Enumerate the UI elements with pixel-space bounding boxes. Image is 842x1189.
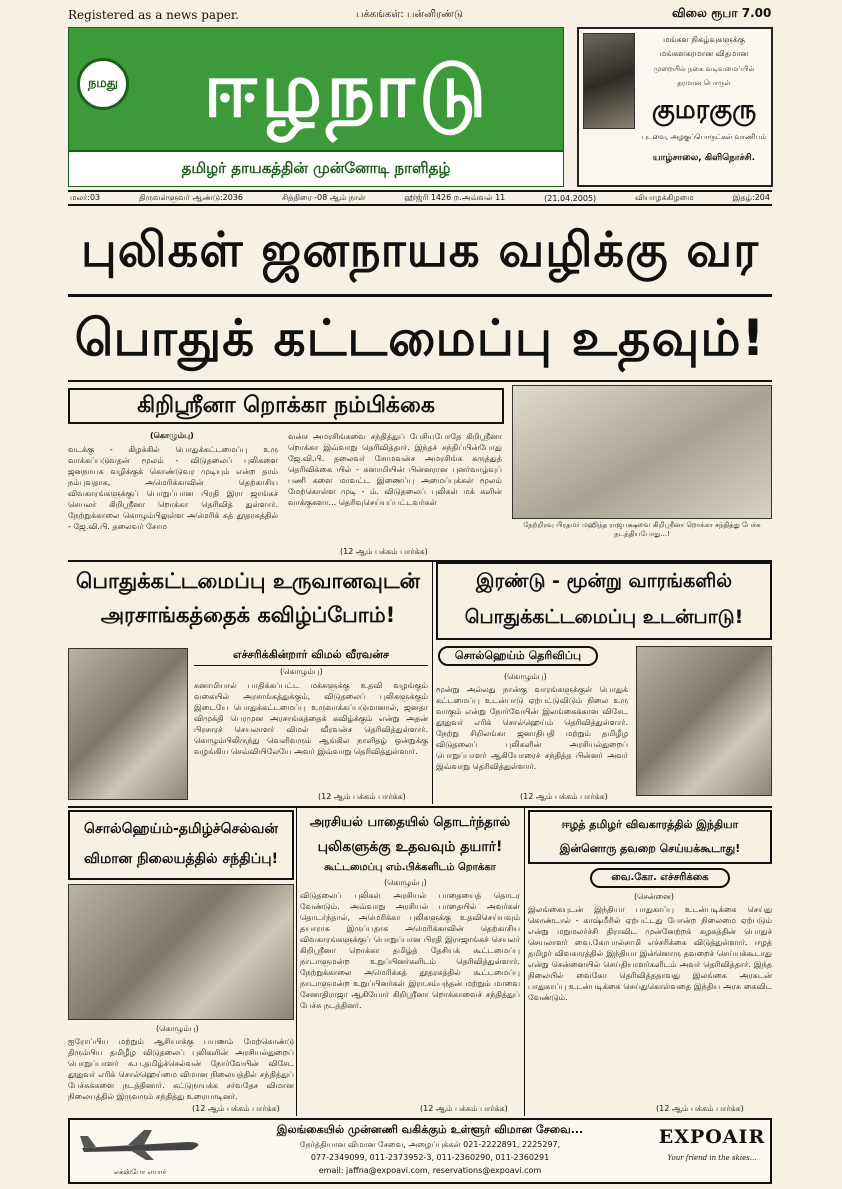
dateline-hijri: ஹிஜ்ரி 1426 ற.அவ்வல் 11 <box>404 193 506 202</box>
story3-continued: (12 ஆம் பக்கம் பார்க்க) <box>520 792 608 801</box>
story5-continued: (12 ஆம் பக்கம் பார்க்க) <box>420 1104 508 1113</box>
col-rule-2 <box>524 808 525 1116</box>
lead-col2: வன்ச அமரசிங்கவை சந்தித்துப் பேசியபோதே கிறிஸ்ரீனா றொக்கா இவ்வாறு தெரிவித்தார். இந்தச் சந்திப்பின்போது ஜே.வி.பி. தலைவர் சோமவன்ச அமரசிங்க கருத்துத் தெரிவிக்கை யில் - சுனாமியின் பின்னரான புனர்வாழ்வுப் பணி களை மாவட்ட இணைப்பு அமைப்புக்கள் மூலம் மேற்கொள்ள முடி - ம். விடுதலைப் புலிகள் மக் களின் வாக்குகளா... தெரிவுசெய்யப்பட்டவர்கள் <box>288 432 502 507</box>
ad-title: இலங்கையில் முன்னணி வகிக்கும் உள்ளூர் விமான சேவை... <box>276 1123 584 1136</box>
story3-headline-2: பொதுக்கட்டமைப்பு உடன்பாடு! <box>464 606 744 628</box>
dateline-date: (21.04.2005) <box>544 193 597 203</box>
lead-continued: (12 ஆம் பக்கம் பார்க்க) <box>340 547 428 556</box>
kumaraguru-ad <box>577 27 773 187</box>
dateline-day: வியாழக்கிழமை <box>635 193 694 202</box>
ad-sub: புடவை, அழகுப்பொருட்கள் வாணிபம் <box>641 133 767 141</box>
story2-body: சுனாமியால் பாதிக்கப்பட்ட மக்களுக்கு உதவி வழங்கும் வகையில் அரசாங்கத்துக்கும், விடுதலைப் புலிகளுக்கும் இடையே பொதுக்கட்டமைப்பு உருவாக்கப்படுமானால், ஜனதா விமுக்தி பெரமுன அரசாங்கத்தைக் கவிழ்க்கும் என்று அதன் பிரசாரச் செயலாளர் விமல் வீரவன்ச தெரிவித்துள்ளார். கொழும்பிலிருந்து வெளிவரும் ஆங்கில நாளிதழ் ஒன்றுக்கு வழங்கிய செவ்வியிலேயே அவர் இவ்வாறு தெரிவித்துள்ளார். <box>194 681 428 756</box>
story2-photo <box>68 648 188 800</box>
story2-subhead: எச்சரிக்கின்றார் விமல் வீரவன்ச <box>194 648 428 666</box>
ad-contact-1: நேர்த்தியான விமான சேவை, அழைப்புக்கள் 021-2222891, 2225297, <box>299 1140 561 1149</box>
lead-headline-2: பொதுக் கட்டமைப்பு உதவும்! <box>74 309 766 367</box>
ad-line2: மங்களகரமான விதமான <box>659 49 749 58</box>
dateline-bar <box>68 190 772 206</box>
ad-line1: மங்கள நிகழ்வுகளுக்கு <box>663 35 745 44</box>
lead-col1: வடக்கு - கிழக்கில் பொதுக்கட்டமைப்பு உரு வாக்கப்படுவதன் மூலம் - விடுதலைப் புலிகளை ஜனநாயக வழிக்குக் கொண்டுவர முடியும் என்ற தாம் நம்புவதாக, அமெரிக்காவின் தெற்காசிய விவகாரங்களுக்குப் பொறுப்பான பிரதி இரா ஜாங்கச் செயலர் கிறிஸ்ரீனா றொக்கா தெரிவித் துள்ளார். நேற்றுக்காலை கொழும்பிலுள்ள அமெரிக் கத் தூதரகத்தில் - ஜே.வி.பி. தலைவர் சோம <box>68 445 278 531</box>
lead-headline-1: புலிகள் ஜனநாயக வழிக்கு வர <box>80 222 760 278</box>
story6-headline-1: ஈழத் தமிழர் விவகாரத்தில் இந்தியா <box>561 818 739 831</box>
story6-subhead: வை.கோ. எச்சரிக்கை <box>590 868 730 888</box>
masthead-tagline-bar <box>69 150 563 186</box>
lead-rule <box>68 294 772 297</box>
lead-rule-2 <box>68 380 772 382</box>
masthead <box>68 27 564 187</box>
dateline-month: சித்திரை -08 ஆம் நாள் <box>281 193 366 202</box>
page-count: பக்கங்கள்: பன்னிரண்டு <box>356 9 463 20</box>
expoair-ad <box>68 1118 772 1184</box>
ad-place: யாழ்சாலை, கிளிநொச்சி. <box>652 153 756 163</box>
mid-rule-2 <box>68 806 772 808</box>
story3-body: மூன்று அல்லது நான்கு வாரங்களுக்குள் பொதுக் கட்டமைப்பு உடன்பாடு ஏற்பட்டுவிடும் நிலை உரு வாகும் என்று நோர்வேயின் இலங்கைக்கான விசேட தூதுவர் எரிக் சொல்ஹெய்ம் தெரிவித்துள்ளார். நேற்று சிறிலங்கா ஜனாதிபதி மற்றும் தமிழீழ விடுதலைப் புலிகளின் அரசியல்துறைப் பொறுப்பாளர் ஆகியோரைச் சந்தித்த பின்னர் அவர் இவ்வாறு தெரிவித்துள்ளார். <box>436 685 628 771</box>
story3-subhead: சொல்ஹெய்ம் தெரிவிப்பு <box>438 646 598 666</box>
story6-continued: (12 ஆம் பக்கம் பார்க்க) <box>656 1104 744 1113</box>
masthead-title: ஈழநாடு <box>203 45 491 134</box>
plane-icon <box>78 1128 202 1162</box>
lead-dateline: (கொழும்பு) <box>150 431 194 440</box>
dateline-issue: இதழ்:204 <box>732 193 770 202</box>
story2-dateline: (கொழும்பு) <box>280 667 323 676</box>
expoair-slogan: Your friend in the skies... <box>667 1154 757 1162</box>
story2-headline-2: அரசாங்கத்தைக் கவிழ்ப்போம்! <box>100 603 396 627</box>
story5-headline-2: புலிகளுக்கு உதவவும் தயார்! <box>317 839 503 855</box>
story4-body: ஐரோப்பிய மற்றும் ஆசியாக்கு பயணம் மேற்கொண்டு திரும்பிய தமிழீழ விடுதலைப் புலிகளின் அரசியல்துறைப் பொறுப்பாளர் சு.ப.தமிழ்ச்செல்வன் நோர்வேயின் விசேட தூதுவர் எரிக் சொல்ஹெய்மை விமான நிலையத்தில் சந்தித்துப் பேச்சுக்களை நடத்தினார். கட்டுநாயக்க சர்வதேச விமான நிலையத்தில் இருவரும் சந்தித்து உரையாடினர். <box>68 1037 294 1101</box>
price: விலை ரூபா 7.00 <box>672 6 772 20</box>
story4-headline-1: சொல்ஹெய்ம்-தமிழ்ச்செல்வன் <box>84 821 278 837</box>
registered-note: Registered as a news paper. <box>68 8 240 22</box>
lead-photo <box>512 385 772 519</box>
dateline-malar: மலர்:03 <box>70 193 101 202</box>
ad-contact-2: 077-2349099, 011-2373952-3, 011-2360290, 011-2360291 <box>310 1153 550 1162</box>
ad-line3: முறையில் நகை வடிவமைப்பில் <box>653 65 755 73</box>
story5-dateline: (கொழும்பு) <box>384 878 427 887</box>
col-rule-1 <box>296 808 297 1116</box>
namathu-badge <box>77 58 129 110</box>
story4-dateline: (கொழும்பு) <box>156 1024 199 1033</box>
ad-contact-3: email: jaffna@expoavi.com, reservations@expoavi.com <box>318 1166 542 1175</box>
plane-graphic <box>78 1128 202 1176</box>
expoair-brand: EXPOAIR <box>658 1126 766 1148</box>
story5-body: விடுதலைப் புலிகள் அரசியல் பாதையைத் தொடர வேண்டும். அவ்வாறு அரசியல் பாதையில் அவர்கள் தொடர்ந்தால், அமெரிக்கா புலிகளுக்கு உதவிசெய்யவும் தயாராக இருப்பதாக அமெரிக்காவின் தெற்காசிய விவகாரங்களுக்குப் பொறுப்பான பிரதி இராஜாங்கச் செயலர் கிறிஸ்ரீனா றொக்கா தமிழ்த் தேசியக் கூட்டமைப்பு நாடாளுமன்ற உறுப்பினர்களிடம் தெரிவித்துள்ளார். நேற்றுக்காலை அமெரிக்கத் தூதரகத்தில் கூட்டமைப்பு நாடாளுமன்ற உறுப்பினர்கள் இரா.சம்பந்தன் மற்றும் மாவை சேனாதிராஜா ஆகியோர் கிறிஸ்ரீனா றொக்காவைச் சந்தித்துப் பேச்சு நடத்தினர். <box>300 891 520 1010</box>
story3-headline-1: இரண்டு - மூன்று வாரங்களில் <box>475 570 732 592</box>
story3-dateline: (கொழும்பு) <box>504 672 547 681</box>
ad-brand: குமரகுரு <box>651 95 757 125</box>
story6-headline-2: இன்னொரு தவறை செய்யக்கூடாது! <box>559 842 741 855</box>
story4-photo <box>68 884 294 1020</box>
story4-headline-2: விமான நிலையத்தில் சந்திப்பு! <box>84 851 278 867</box>
lead-subhead: கிறிஸ்ரீனா றொக்கா நம்பிக்கை <box>68 388 504 424</box>
col-rule-3 <box>432 562 433 804</box>
story5-headline-1: அரசியல் பாதையில் தொடர்ந்தால் <box>309 815 511 830</box>
masthead-tagline: தமிழர் தாயகத்தின் முன்னோடி நாளிதழ் <box>181 159 451 177</box>
story6-body: இலங்கையுடன் இந்தியா பாதுகாப்பு உடன்படிக்கை செய்து கொண்டால் - காஷ்மீரில் ஏற்பட்டது போன்ற நிலைமை ஏற்படும் என்று மறுமலர்ச்சி திராவிட முன்னேற்றக் கழகத்தின் பொதுச் செயலாளர் வை.கோபால்சாமி எச்சரிக்கை விடுத்துள்ளார். ஈழத் தமிழர் விவகாரத்தில் இந்தியா இன்னொரு தவறைச் செய்யக்கூடாது என்று சென்னையில் செய்தியாளர்களிடம் அவர் தெரிவித்தார். இந்த நிலையில் வைகோ தெரிவித்ததாவது இலங்கை அரசுடன் பாதுகாப்பு உடன்படிக்கை செய்துகொள்வதை இந்திய அரசு கைவிட வேண்டும். <box>528 905 772 1002</box>
story5-subhead: கூட்டமைப்பு எம்.பிக்களிடம் றொக்கா <box>324 862 496 873</box>
ad-model-photo <box>583 33 635 129</box>
story2-headline-1: பொதுக்கட்டமைப்பு உருவானவுடன் <box>76 569 420 593</box>
namathu-label: நமது <box>87 76 119 91</box>
lead-photo-caption: நேற்றிரவு பிரதமர் மஹிந்த ராஜபக்ஷவை கிறிஸ்ரீனா றொக்கா சந்தித்து பேச்சு நடத்தியபோது...! <box>523 521 761 538</box>
story2-continued: (12 ஆம் பக்கம் பார்க்க) <box>318 792 406 801</box>
story3-photo <box>636 646 772 796</box>
plane-label: எக்ஸ்போ எயார் <box>113 1168 167 1176</box>
story6-dateline: (சென்னை) <box>634 892 674 901</box>
expoair-logo <box>656 1126 768 1178</box>
dateline-year: திருவள்ளுவர் ஆண்டு:2036 <box>138 193 244 202</box>
story4-continued: (12 ஆம் பக்கம் பார்க்க) <box>192 1104 280 1113</box>
ad-line4: தரமான பொருள் <box>677 79 731 87</box>
